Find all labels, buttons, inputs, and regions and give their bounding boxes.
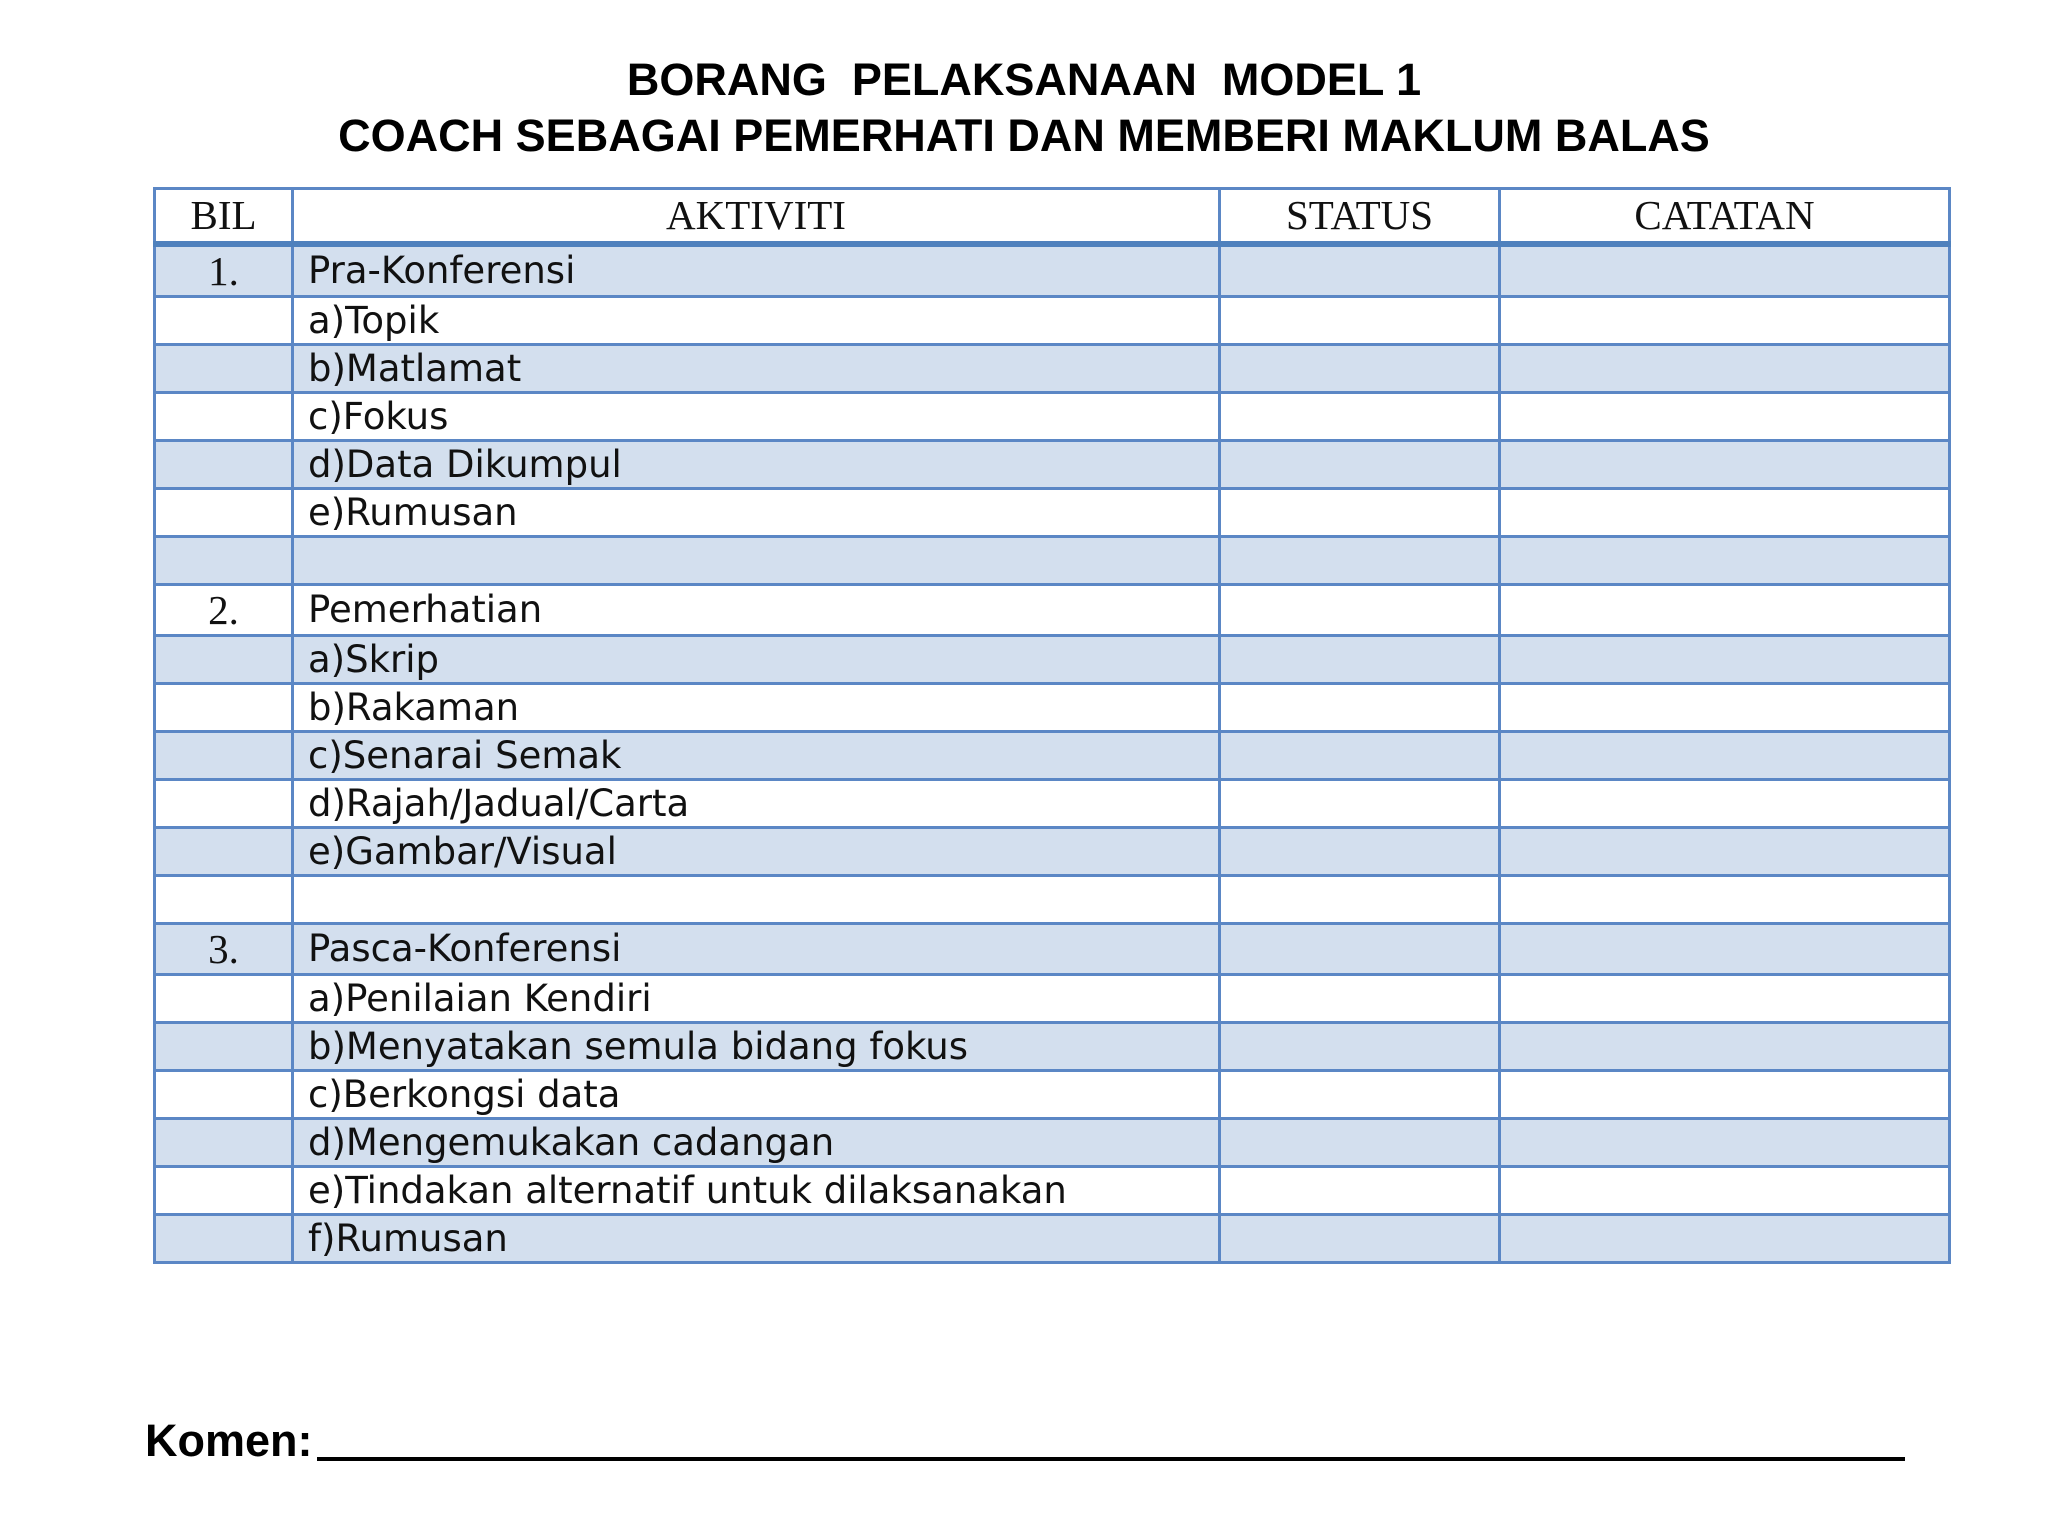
bil-cell xyxy=(155,974,293,1022)
aktiviti-cell: a)Skrip xyxy=(293,635,1220,683)
status-cell[interactable] xyxy=(1220,344,1500,392)
bil-cell xyxy=(155,1214,293,1262)
aktiviti-cell: d)Mengemukakan cadangan xyxy=(293,1118,1220,1166)
status-cell[interactable] xyxy=(1220,731,1500,779)
table-row xyxy=(155,296,1950,344)
catatan-cell[interactable] xyxy=(1500,731,1950,779)
bil-cell xyxy=(155,1070,293,1118)
bil-cell: 3. xyxy=(155,923,293,974)
table-row xyxy=(155,1022,1950,1070)
catatan-cell[interactable] xyxy=(1500,244,1950,297)
title-line-2: COACH SEBAGAI PEMERHATI DAN MEMBERI MAKLUM BALAS xyxy=(338,110,1710,161)
header-catatan: CATATAN xyxy=(1500,189,1950,244)
form-title xyxy=(0,52,2048,164)
bil-cell xyxy=(155,1022,293,1070)
status-cell[interactable] xyxy=(1220,296,1500,344)
table-row xyxy=(155,827,1950,875)
table-row xyxy=(155,779,1950,827)
activity-table xyxy=(153,187,1951,1264)
catatan-cell[interactable] xyxy=(1500,344,1950,392)
catatan-cell[interactable] xyxy=(1500,635,1950,683)
table-row xyxy=(155,923,1950,974)
catatan-cell[interactable] xyxy=(1500,827,1950,875)
title-line-1: BORANG PELAKSANAAN MODEL 1 xyxy=(626,54,1422,105)
table-header-row xyxy=(155,189,1950,244)
table-row xyxy=(155,392,1950,440)
catatan-cell[interactable] xyxy=(1500,923,1950,974)
table-row xyxy=(155,1214,1950,1262)
bil-cell: 1. xyxy=(155,244,293,297)
catatan-cell[interactable] xyxy=(1500,584,1950,635)
status-cell[interactable] xyxy=(1220,392,1500,440)
aktiviti-cell: e)Gambar/Visual xyxy=(293,827,1220,875)
bil-cell: 2. xyxy=(155,584,293,635)
catatan-cell[interactable] xyxy=(1500,536,1950,584)
catatan-cell[interactable] xyxy=(1500,1118,1950,1166)
status-cell[interactable] xyxy=(1220,440,1500,488)
bil-cell xyxy=(155,392,293,440)
status-cell[interactable] xyxy=(1220,1022,1500,1070)
aktiviti-cell: c)Fokus xyxy=(293,392,1220,440)
header-status: STATUS xyxy=(1220,189,1500,244)
status-cell[interactable] xyxy=(1220,635,1500,683)
aktiviti-cell xyxy=(293,875,1220,923)
bil-cell xyxy=(155,1118,293,1166)
table-row xyxy=(155,635,1950,683)
status-cell[interactable] xyxy=(1220,683,1500,731)
table-row xyxy=(155,584,1950,635)
bil-cell xyxy=(155,779,293,827)
catatan-cell[interactable] xyxy=(1500,488,1950,536)
table-row xyxy=(155,731,1950,779)
catatan-cell[interactable] xyxy=(1500,440,1950,488)
bil-cell xyxy=(155,683,293,731)
table-row xyxy=(155,875,1950,923)
aktiviti-cell: c)Senarai Semak xyxy=(293,731,1220,779)
catatan-cell[interactable] xyxy=(1500,1166,1950,1214)
aktiviti-cell: e)Rumusan xyxy=(293,488,1220,536)
aktiviti-cell: Pra-Konferensi xyxy=(293,244,1220,297)
komen-section xyxy=(145,1415,1905,1467)
bil-cell xyxy=(155,296,293,344)
aktiviti-cell: c)Berkongsi data xyxy=(293,1070,1220,1118)
catatan-cell[interactable] xyxy=(1500,392,1950,440)
catatan-cell[interactable] xyxy=(1500,1214,1950,1262)
bil-cell xyxy=(155,536,293,584)
bil-cell xyxy=(155,440,293,488)
aktiviti-cell: a)Topik xyxy=(293,296,1220,344)
status-cell[interactable] xyxy=(1220,244,1500,297)
aktiviti-cell: f)Rumusan xyxy=(293,1214,1220,1262)
table-row xyxy=(155,1070,1950,1118)
table-row xyxy=(155,440,1950,488)
bil-cell xyxy=(155,488,293,536)
komen-label: Komen: xyxy=(145,1415,313,1466)
bil-cell xyxy=(155,827,293,875)
bil-cell xyxy=(155,1166,293,1214)
aktiviti-cell: Pasca-Konferensi xyxy=(293,923,1220,974)
status-cell[interactable] xyxy=(1220,827,1500,875)
aktiviti-cell: a)Penilaian Kendiri xyxy=(293,974,1220,1022)
table-row xyxy=(155,488,1950,536)
table-row xyxy=(155,344,1950,392)
table-row xyxy=(155,974,1950,1022)
aktiviti-cell: b)Rakaman xyxy=(293,683,1220,731)
status-cell[interactable] xyxy=(1220,779,1500,827)
aktiviti-cell: b)Matlamat xyxy=(293,344,1220,392)
catatan-cell[interactable] xyxy=(1500,974,1950,1022)
catatan-cell[interactable] xyxy=(1500,875,1950,923)
status-cell[interactable] xyxy=(1220,1070,1500,1118)
bil-cell xyxy=(155,635,293,683)
status-cell[interactable] xyxy=(1220,974,1500,1022)
status-cell[interactable] xyxy=(1220,1166,1500,1214)
status-cell[interactable] xyxy=(1220,536,1500,584)
catatan-cell[interactable] xyxy=(1500,1022,1950,1070)
header-aktiviti: AKTIVITI xyxy=(293,189,1220,244)
status-cell[interactable] xyxy=(1220,1214,1500,1262)
status-cell[interactable] xyxy=(1220,488,1500,536)
catatan-cell[interactable] xyxy=(1500,296,1950,344)
catatan-cell[interactable] xyxy=(1500,1070,1950,1118)
table-row xyxy=(155,683,1950,731)
table-row xyxy=(155,1166,1950,1214)
table-row xyxy=(155,536,1950,584)
bil-cell xyxy=(155,344,293,392)
bil-cell xyxy=(155,731,293,779)
status-cell[interactable] xyxy=(1220,1118,1500,1166)
status-cell[interactable] xyxy=(1220,875,1500,923)
status-cell[interactable] xyxy=(1220,923,1500,974)
aktiviti-cell: b)Menyatakan semula bidang fokus xyxy=(293,1022,1220,1070)
aktiviti-cell: d)Rajah/Jadual/Carta xyxy=(293,779,1220,827)
table-row xyxy=(155,244,1950,297)
komen-input-line[interactable] xyxy=(317,1417,1906,1461)
status-cell[interactable] xyxy=(1220,584,1500,635)
header-bil: BIL xyxy=(155,189,293,244)
catatan-cell[interactable] xyxy=(1500,683,1950,731)
table-row xyxy=(155,1118,1950,1166)
aktiviti-cell: d)Data Dikumpul xyxy=(293,440,1220,488)
bil-cell xyxy=(155,875,293,923)
catatan-cell[interactable] xyxy=(1500,779,1950,827)
aktiviti-cell xyxy=(293,536,1220,584)
table-body xyxy=(155,244,1950,1263)
aktiviti-cell: Pemerhatian xyxy=(293,584,1220,635)
aktiviti-cell: e)Tindakan alternatif untuk dilaksanakan xyxy=(293,1166,1220,1214)
